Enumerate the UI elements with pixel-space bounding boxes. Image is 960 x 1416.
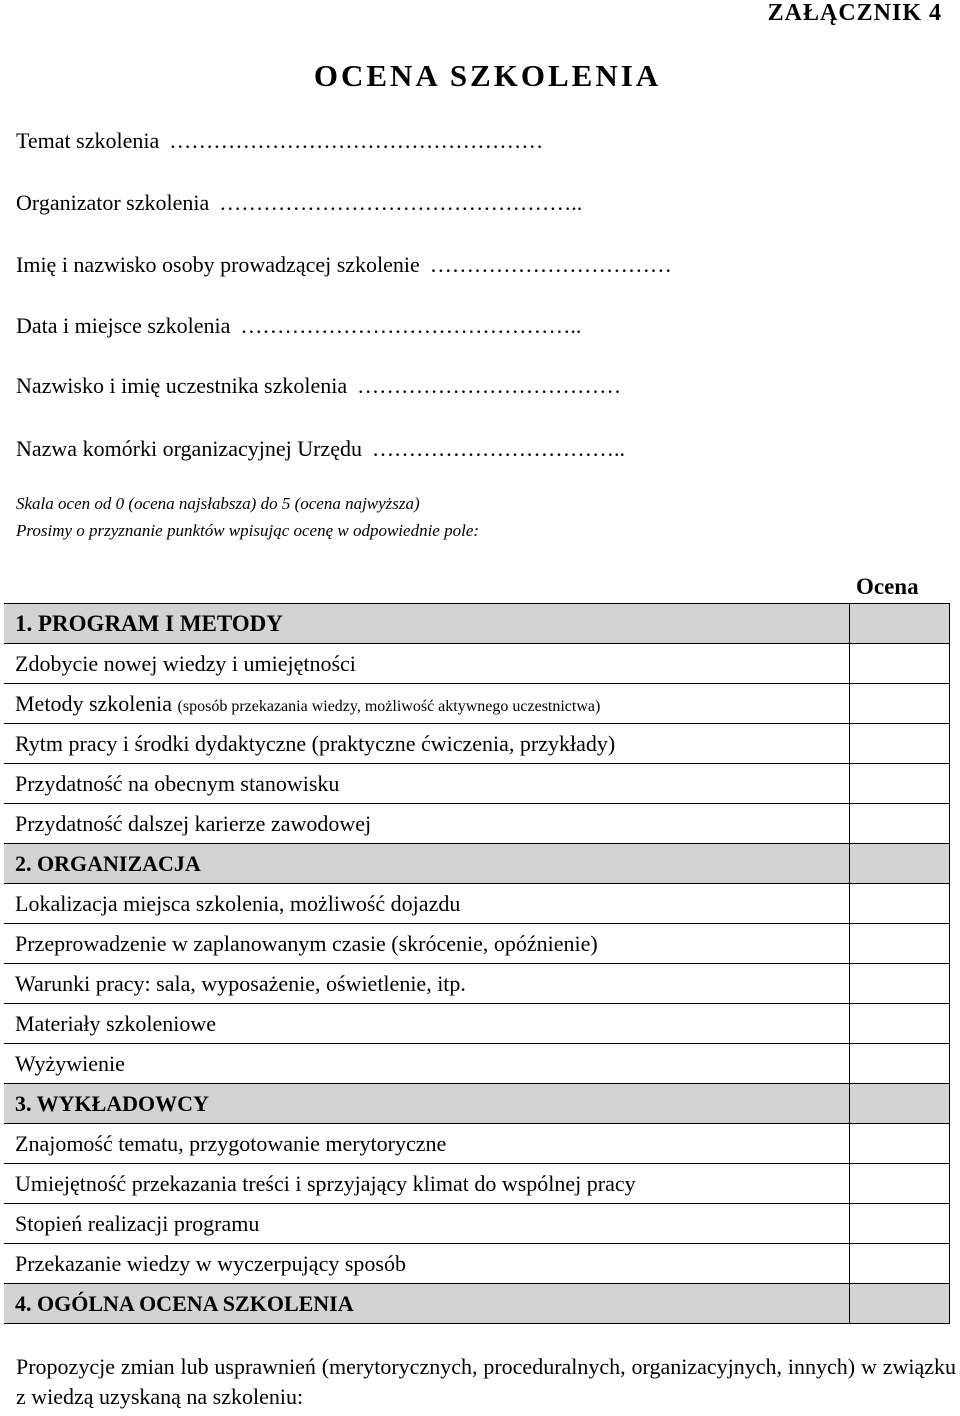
- fill-in-dots[interactable]: ……………………………..: [371, 436, 625, 461]
- instruction-note: Prosimy o przyznanie punktów wpisując ocenę w odpowiednie pole:: [16, 521, 480, 540]
- annex-label: ZAŁĄCZNIK 4: [767, 0, 942, 26]
- section-title: 1. PROGRAM I METODY: [4, 604, 850, 644]
- criterion-label: Przydatność dalszej karierze zawodowej: [4, 804, 850, 844]
- score-cell[interactable]: [850, 804, 950, 844]
- criterion-label: Warunki pracy: sala, wyposażenie, oświetlenie, itp.: [4, 964, 850, 1004]
- score-cell[interactable]: [850, 884, 950, 924]
- criterion-label: Przydatność na obecnym stanowisku: [4, 764, 850, 804]
- criterion-label: Znajomość tematu, przygotowanie merytoryczne: [4, 1124, 850, 1164]
- score-cell[interactable]: [850, 724, 950, 764]
- field-department: [16, 436, 625, 462]
- page-title: OCENA SZKOLENIA: [313, 58, 662, 93]
- score-cell[interactable]: [850, 644, 950, 684]
- criterion-label: [4, 684, 850, 724]
- section-title: 2. ORGANIZACJA: [4, 844, 850, 884]
- score-cell[interactable]: [850, 764, 950, 804]
- section-title: 4. OGÓLNA OCENA SZKOLENIA: [4, 1284, 850, 1324]
- table-row: [4, 804, 950, 844]
- criterion-label: Przekazanie wiedzy w wyczerpujący sposób: [4, 1244, 850, 1284]
- section-row: [4, 1084, 950, 1124]
- score-cell[interactable]: [850, 844, 950, 884]
- table-row: [4, 1244, 950, 1284]
- section-row: [4, 844, 950, 884]
- criterion-label: Przeprowadzenie w zaplanowanym czasie (skrócenie, opóźnienie): [4, 924, 850, 964]
- field-organizer: [16, 190, 582, 216]
- table-row: [4, 724, 950, 764]
- field-label: Nazwa komórki organizacyjnej Urzędu: [16, 436, 362, 461]
- criterion-detail: (sposób przekazania wiedzy, możliwość aktywnego uczestnictwa): [177, 697, 601, 715]
- field-label: Nazwisko i imię uczestnika szkolenia: [16, 373, 348, 398]
- field-label: Organizator szkolenia: [16, 190, 210, 215]
- fill-in-dots[interactable]: …………………………………………..: [219, 190, 583, 215]
- table-row: [4, 1204, 950, 1244]
- score-cell[interactable]: [850, 1044, 950, 1084]
- score-cell[interactable]: [850, 604, 950, 644]
- criterion-label: Stopień realizacji programu: [4, 1204, 850, 1244]
- table-row: [4, 884, 950, 924]
- section-row: [4, 1284, 950, 1324]
- score-cell[interactable]: [850, 1084, 950, 1124]
- table-row: [4, 964, 950, 1004]
- section-title: 3. WYKŁADOWCY: [4, 1084, 850, 1124]
- criterion-label: Wyżywienie: [4, 1044, 850, 1084]
- table-row: [4, 924, 950, 964]
- table-row: [4, 1164, 950, 1204]
- fill-in-dots[interactable]: ……………………………: [429, 252, 672, 277]
- field-training-topic: [16, 128, 543, 154]
- field-participant-name: [16, 373, 621, 399]
- score-column-header: Ocena: [856, 574, 919, 599]
- field-date-place: [16, 313, 581, 339]
- table-row: [4, 1044, 950, 1084]
- score-cell[interactable]: [850, 924, 950, 964]
- evaluation-table: [4, 603, 950, 1324]
- field-trainer-name: [16, 252, 672, 278]
- scale-note: Skala ocen od 0 (ocena najsłabsza) do 5 (ocena najwyższa): [16, 494, 420, 513]
- score-cell[interactable]: [850, 1004, 950, 1044]
- table-row: [4, 1004, 950, 1044]
- score-cell[interactable]: [850, 1244, 950, 1284]
- criterion-label: Umiejętność przekazania treści i sprzyjający klimat do wspólnej pracy: [4, 1164, 850, 1204]
- table-row: [4, 644, 950, 684]
- section-row: [4, 604, 950, 644]
- score-cell[interactable]: [850, 684, 950, 724]
- criterion-label: Materiały szkoleniowe: [4, 1004, 850, 1044]
- score-cell[interactable]: [850, 1284, 950, 1324]
- score-cell[interactable]: [850, 964, 950, 1004]
- criterion-label: Zdobycie nowej wiedzy i umiejętności: [4, 644, 850, 684]
- proposals-prompt: Propozycje zmian lub usprawnień (merytorycznych, proceduralnych, organizacyjnych, innych) w związku z wiedzą uzyskaną na szkoleniu:: [16, 1354, 956, 1409]
- criterion-text: Metody szkolenia: [15, 690, 173, 716]
- score-cell[interactable]: [850, 1124, 950, 1164]
- criterion-label: Lokalizacja miejsca szkolenia, możliwość dojazdu: [4, 884, 850, 924]
- field-label: Data i miejsce szkolenia: [16, 313, 231, 338]
- fill-in-dots[interactable]: ………………………………: [357, 373, 622, 398]
- fill-in-dots[interactable]: ………………………………………..: [240, 313, 582, 338]
- table-row: [4, 1124, 950, 1164]
- score-cell[interactable]: [850, 1164, 950, 1204]
- criterion-label: Rytm pracy i środki dydaktyczne (praktyczne ćwiczenia, przykłady): [4, 724, 850, 764]
- table-row: [4, 764, 950, 804]
- field-label: Imię i nazwisko osoby prowadzącej szkolenie: [16, 252, 420, 277]
- fill-in-dots[interactable]: ……………………………………………: [169, 128, 544, 153]
- table-row: [4, 684, 950, 724]
- field-label: Temat szkolenia: [16, 128, 160, 153]
- score-cell[interactable]: [850, 1204, 950, 1244]
